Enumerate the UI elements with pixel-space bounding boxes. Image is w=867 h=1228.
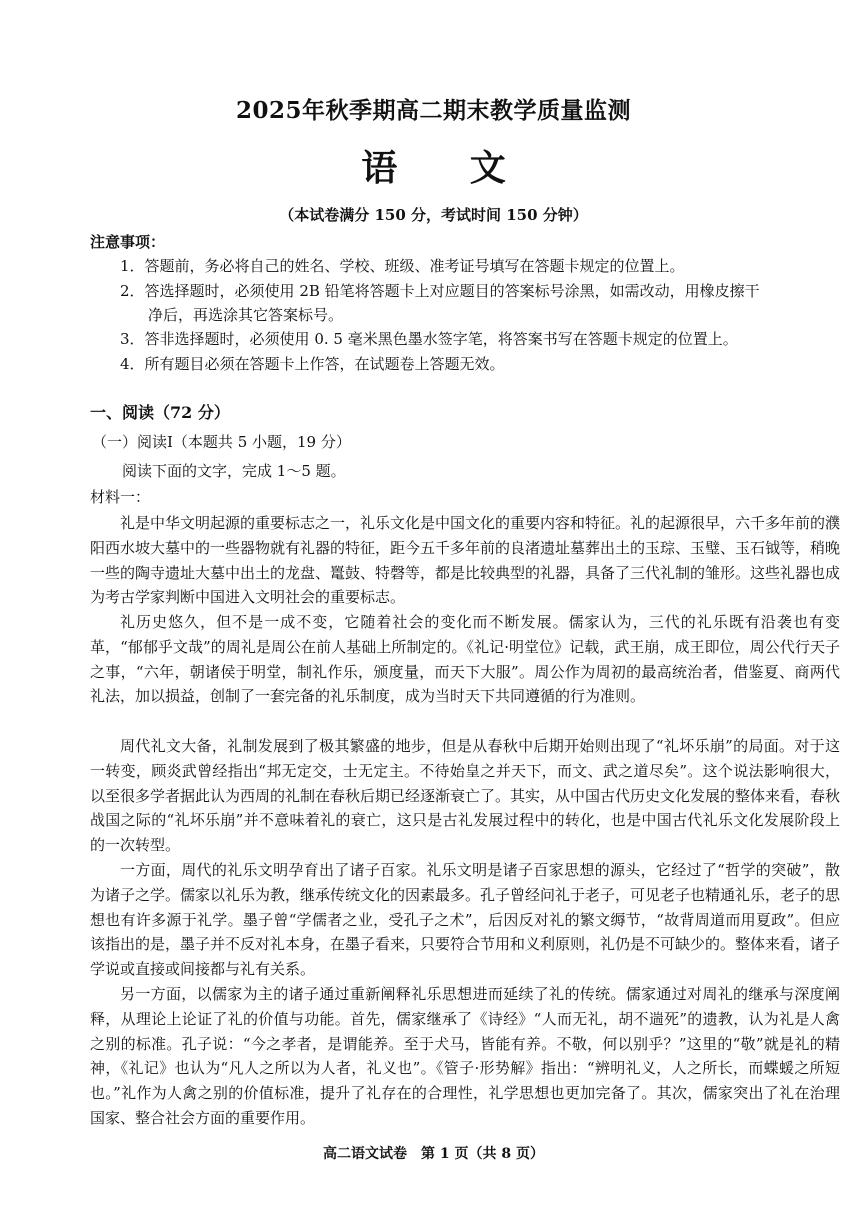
note-item-2-continued: 净后，再选涂其它答案标号。 (148, 306, 344, 324)
notes-title: 注意事项： (90, 233, 166, 251)
paragraph-4: 一方面，周代的礼乐文明孕育出了诸子百家。礼乐文明是诸子百家思想的源头，它经过了“哲学的突破”，散为诸子之学。儒家以礼乐为教，继承传统文化的因素最多。孔子曾经问礼于老子，可见老子也精通礼乐，老子的思想也有许多源于礼学。墨子曾“学儒者之业，受孔子之术”，后因反对礼的繁文缛节，“故背周道而用夏政”。但应该指出的是，墨子并不反对礼本身，在墨子看来，只要符合节用和义利原则，礼仍是不可缺少的。整体来看，诸子学说或直接或间接都与礼有关系。 (90, 861, 841, 979)
page-footer: 高二语文试卷 第 1 页（共 8 页） (323, 1146, 544, 1162)
subject-title: 语 文 (361, 147, 536, 189)
section-title: 一、阅读（72 分） (90, 403, 230, 422)
reading-instruction: 阅读下面的文字，完成 1～5 题。 (122, 462, 346, 480)
material-label: 材料一： (90, 488, 151, 506)
note-item-2: 2．答选择题时，必须使用 2B 铅笔将答题卡上对应题目的答案标号涂黑，如需改动，用橡皮擦干 (120, 282, 760, 300)
paragraph-2: 礼历史悠久，但不是一成不变，它随着社会的变化而不断发展。儒家认为，三代的礼乐既有沿袭也有变革，“郁郁乎文哉”的周礼是周公在前人基础上所制定的。《礼记·明堂位》记载，武王崩，成王即位，周公代行天子之事，“六年，朝诸侯于明堂，制礼作乐，颁度量，而天下大服”。周公作为周初的最高统治者，借鉴夏、商两代礼法，加以损益，创制了一套完备的礼乐制度，成为当时天下共同遵循的行为准则。 (90, 613, 840, 706)
note-item-1: 1．答题前，务必将自己的姓名、学校、班级、准考证号填写在答题卡规定的位置上。 (120, 257, 685, 275)
paragraph-3: 周代礼文大备，礼制发展到了极其繁盛的地步，但是从春秋中后期开始则出现了“礼坏乐崩”的局面。对于这一转变，顾炎武曾经指出“邦无定交，士无定主。不待始皇之并天下，而文、武之道尽矣”。这个说法影响很大，以至很多学者据此认为西周的礼制在春秋后期已经逐渐衰亡了。其实，从中国古代历史文化发展的整体来看，春秋战国之际的“礼坏乐崩”并不意味着礼的衰亡，这只是古礼发展过程中的转化，也是中国古代礼乐文化发展阶段上的一次转型。 (90, 737, 841, 855)
note-item-3: 3．答非选择题时，必须使用 0. 5 毫米黑色墨水签字笔，将答案书写在答题卡规定的位置上。 (120, 330, 738, 348)
exam-title: 2025年秋季期高二期末教学质量监测 (235, 97, 631, 124)
note-item-4: 4．所有题目必须在答题卡上作答，在试题卷上答题无效。 (120, 355, 505, 373)
exam-info: （本试卷满分 150 分，考试时间 150 分钟） (279, 206, 588, 224)
paragraph-5: 另一方面，以儒家为主的诸子通过重新阐释礼乐思想进而延续了礼的传统。儒家通过对周礼的继承与深度阐释，从理论上论证了礼的价值与功能。首先，儒家继承了《诗经》“人而无礼，胡不遄死”的遗教，认为礼是人禽之别的标准。孔子说：“今之孝者，是谓能养。至于犬马，皆能有养。不敬，何以别乎？”这里的“敬”就是礼的精神，《礼记》也认为“凡人之所以为人者，礼义也”。《管子·形势解》指出：“辨明礼义，人之所长，而蝶蝯之所短也。”礼作为人禽之别的价值标准，提升了礼存在的合理性，礼学思想也更加完备了。其次，儒家突出了礼在治理国家、整合社会方面的重要作用。 (90, 985, 840, 1127)
paragraph-1: 礼是中华文明起源的重要标志之一，礼乐文化是中国文化的重要内容和特征。礼的起源很早，六千多年前的濮阳西水坡大墓中的一些器物就有礼器的特征，距今五千多年前的良渚遗址墓葬出土的玉琮、玉璧、玉石钺等，稍晚一些的陶寺遗址大墓中出土的龙盘、鼍鼓、特磬等，都是比较典型的礼器，具备了三代礼制的雏形。这些礼器也成为考古学家判断中国进入文明社会的重要标志。 (90, 514, 841, 607)
subsection-title: （一）阅读Ⅰ（本题共 5 小题，19 分） (92, 433, 351, 451)
